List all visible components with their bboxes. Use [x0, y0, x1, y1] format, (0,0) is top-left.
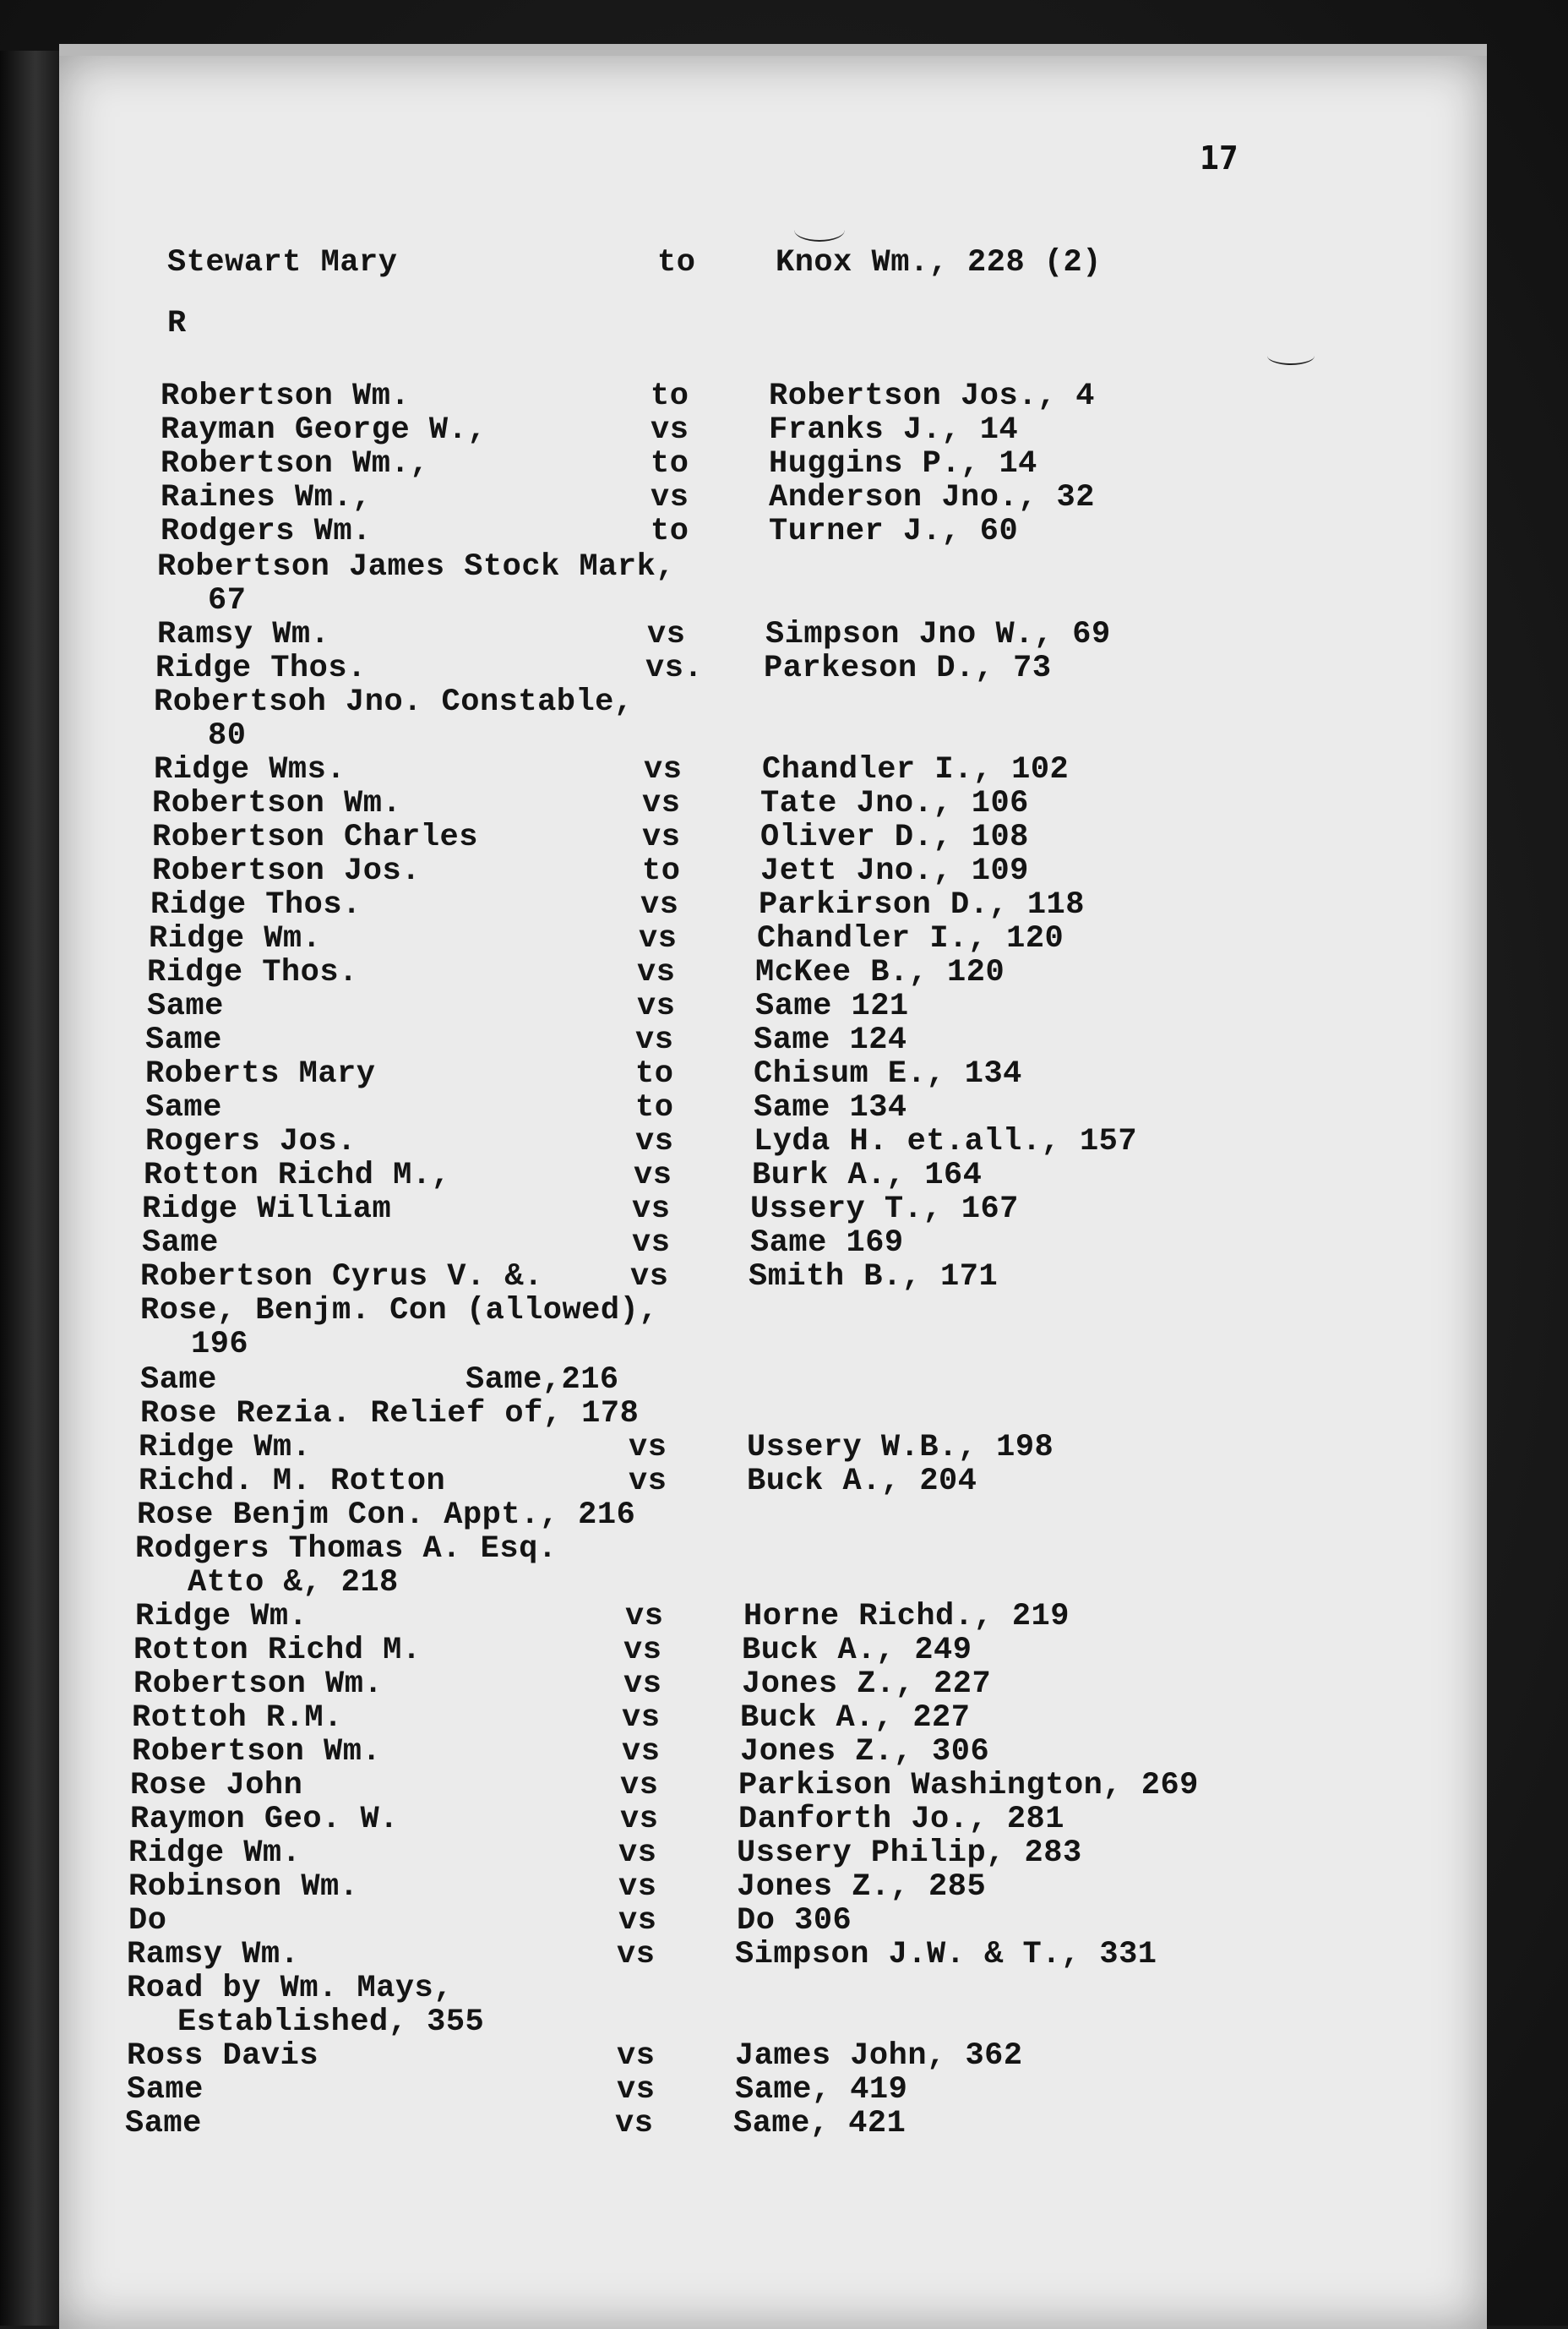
entry-name: Same: [142, 1225, 219, 1261]
entry-name: Robertson Wm.: [133, 1666, 384, 1702]
entry-relation: vs: [618, 1835, 657, 1871]
entry-relation: to: [657, 245, 696, 281]
entry-name: Robertson Wm.: [152, 786, 402, 821]
entry-name: Ramsy Wm.: [127, 1937, 300, 1972]
entry-name: Rogers Jos.: [145, 1124, 357, 1159]
entry-party: Ussery Philip, 283: [737, 1835, 1082, 1871]
entry-party: Horne Richd., 219: [743, 1599, 1070, 1634]
entry-name: Same: [145, 1090, 222, 1126]
entry-name: Ridge William: [142, 1192, 392, 1227]
entry-name: Roberts Mary: [145, 1056, 376, 1092]
entry-party: Chandler I., 120: [757, 921, 1064, 957]
entry-party: Burk A., 164: [752, 1158, 983, 1193]
entry-name: Same: [145, 1023, 222, 1058]
entry-name: Rose, Benjm. Con (allowed),: [140, 1293, 658, 1328]
entry-name: 67: [208, 583, 247, 619]
entry-name: R: [167, 306, 187, 341]
entry-name: Robertson Wm.: [161, 379, 411, 414]
entry-name: Ridge Wm.: [149, 921, 322, 957]
entry-party: Knox Wm., 228 (2): [776, 245, 1102, 281]
entry-relation: vs.: [645, 651, 704, 686]
entry-name: Rose John: [130, 1768, 303, 1803]
entry-relation: Same,216: [466, 1362, 619, 1398]
entry-name: Raymon Geo. W.: [130, 1802, 399, 1837]
entry-name: Stewart Mary: [167, 245, 398, 281]
entry-relation: vs: [618, 1869, 657, 1905]
entry-party: Jett Jno., 109: [760, 854, 1029, 889]
entry-party: Same 124: [754, 1023, 907, 1058]
entry-relation: vs: [622, 1734, 661, 1770]
entry-name: Raines Wm.,: [161, 480, 372, 515]
entry-name: Ridge Wms.: [154, 752, 346, 788]
entry-relation: to: [635, 1090, 674, 1126]
entry-name: Ross Davis: [127, 2038, 319, 2074]
entry-party: Franks J., 14: [769, 412, 1019, 448]
entry-relation: vs: [623, 1633, 662, 1668]
entry-relation: vs: [629, 1430, 667, 1465]
entry-party: James John, 362: [735, 2038, 1023, 2074]
entry-relation: vs: [644, 752, 683, 788]
entry-party: Same 134: [754, 1090, 907, 1126]
entry-party: Chandler I., 102: [762, 752, 1070, 788]
entry-name: Rotton Richd M.,: [144, 1158, 451, 1193]
entry-party: Ussery T., 167: [750, 1192, 1019, 1227]
entry-name: Atto &, 218: [188, 1565, 399, 1601]
entry-relation: to: [635, 1056, 674, 1092]
entry-name: Rose Rezia. Relief of, 178: [140, 1396, 640, 1432]
entry-relation: vs: [625, 1599, 664, 1634]
entry-name: Ridge Thos.: [150, 887, 362, 923]
entry-name: Established, 355: [177, 2004, 485, 2040]
entry-name: Ridge Wm.: [139, 1430, 312, 1465]
entry-relation: vs: [632, 1192, 671, 1227]
entry-party: Do 306: [737, 1903, 852, 1939]
entry-party: Simpson Jno W., 69: [765, 617, 1111, 652]
entry-party: Same, 419: [735, 2072, 908, 2108]
entry-name: Road by Wm. Mays,: [127, 1971, 453, 2006]
entry-party: Jones Z., 285: [737, 1869, 987, 1905]
entry-name: Robertsoh Jno. Constable,: [154, 685, 634, 720]
entry-relation: vs: [634, 1158, 672, 1193]
entry-party: Same 121: [755, 989, 909, 1024]
entry-party: Same, 421: [733, 2106, 906, 2141]
entry-name: Ridge Wm.: [135, 1599, 308, 1634]
entry-relation: vs: [623, 1666, 662, 1702]
entry-name: Richd. M. Rotton: [139, 1464, 446, 1499]
entry-party: Parkison Washington, 269: [738, 1768, 1199, 1803]
entry-party: Parkirson D., 118: [759, 887, 1085, 923]
entry-name: Rose Benjm Con. Appt., 216: [137, 1497, 636, 1533]
entry-name: Rayman George W.,: [161, 412, 487, 448]
entry-name: Robertson Wm.: [132, 1734, 382, 1770]
entry-name: 80: [208, 718, 247, 754]
entry-relation: vs: [651, 480, 689, 515]
entry-relation: vs: [618, 1903, 657, 1939]
entry-relation: vs: [642, 786, 681, 821]
entry-name: Robertson Wm.,: [161, 446, 429, 482]
entry-relation: vs: [642, 820, 681, 855]
entry-relation: to: [642, 854, 681, 889]
entry-party: Jones Z., 306: [740, 1734, 990, 1770]
entry-name: Robertson Cyrus V. &.: [140, 1259, 543, 1295]
entry-relation: vs: [620, 1802, 659, 1837]
entry-name: Robertson Charles: [152, 820, 478, 855]
entry-relation: to: [651, 379, 689, 414]
entry-name: Same: [140, 1362, 217, 1398]
entry-relation: vs: [640, 887, 679, 923]
entry-name: Same: [127, 2072, 204, 2108]
entry-relation: vs: [635, 1023, 674, 1058]
entry-relation: vs: [615, 2106, 654, 2141]
entry-party: Ussery W.B., 198: [747, 1430, 1054, 1465]
entry-party: Simpson J.W. & T., 331: [735, 1937, 1157, 1972]
entry-party: Turner J., 60: [769, 514, 1019, 549]
entry-name: Do: [128, 1903, 167, 1939]
entry-party: Tate Jno., 106: [760, 786, 1029, 821]
entry-name: Rodgers Thomas A. Esq.: [135, 1531, 558, 1567]
entry-relation: vs: [630, 1259, 669, 1295]
entry-party: Smith B., 171: [749, 1259, 999, 1295]
entry-relation: vs: [629, 1464, 667, 1499]
entry-relation: vs: [617, 2038, 656, 2074]
entry-name: Ramsy Wm.: [157, 617, 330, 652]
entry-name: Ridge Wm.: [128, 1835, 302, 1871]
entry-relation: vs: [635, 1124, 674, 1159]
entry-party: Chisum E., 134: [754, 1056, 1022, 1092]
entry-relation: vs: [637, 955, 676, 990]
entry-party: Buck A., 249: [742, 1633, 972, 1668]
entry-party: Buck A., 227: [740, 1700, 971, 1736]
entry-party: Lyda H. et.all., 157: [754, 1124, 1138, 1159]
entry-name: Rotton Richd M.: [133, 1633, 422, 1668]
entry-name: Ridge Thos.: [155, 651, 367, 686]
entry-relation: vs: [617, 1937, 656, 1972]
entry-party: Oliver D., 108: [760, 820, 1029, 855]
entry-relation: vs: [622, 1700, 661, 1736]
entry-name: Robertson Jos.: [152, 854, 421, 889]
entry-relation: to: [651, 514, 689, 549]
entry-name: 196: [191, 1327, 249, 1362]
entry-name: Same: [147, 989, 224, 1024]
entry-relation: vs: [620, 1768, 659, 1803]
entry-relation: to: [651, 446, 689, 482]
entry-name: Same: [125, 2106, 202, 2141]
entry-relation: vs: [651, 412, 689, 448]
entry-relation: vs: [632, 1225, 671, 1261]
page-number: 17: [1200, 139, 1239, 177]
entry-party: McKee B., 120: [755, 955, 1005, 990]
entry-party: Buck A., 204: [747, 1464, 977, 1499]
entry-party: Same 169: [750, 1225, 904, 1261]
entry-party: Huggins P., 14: [769, 446, 1037, 482]
entry-name: Rodgers Wm.: [161, 514, 372, 549]
entry-name: Robertson James Stock Mark,: [157, 549, 675, 585]
entry-relation: vs: [647, 617, 686, 652]
entry-name: Robinson Wm.: [128, 1869, 359, 1905]
entry-relation: vs: [637, 989, 676, 1024]
entry-party: Danforth Jo., 281: [738, 1802, 1064, 1837]
entry-party: Anderson Jno., 32: [769, 480, 1095, 515]
entry-relation: vs: [639, 921, 678, 957]
entry-party: Parkeson D., 73: [764, 651, 1052, 686]
entry-party: Robertson Jos., 4: [769, 379, 1095, 414]
entry-relation: vs: [617, 2072, 656, 2108]
entry-party: Jones Z., 227: [742, 1666, 992, 1702]
entry-name: Rottoh R.M.: [132, 1700, 343, 1736]
entry-name: Ridge Thos.: [147, 955, 358, 990]
